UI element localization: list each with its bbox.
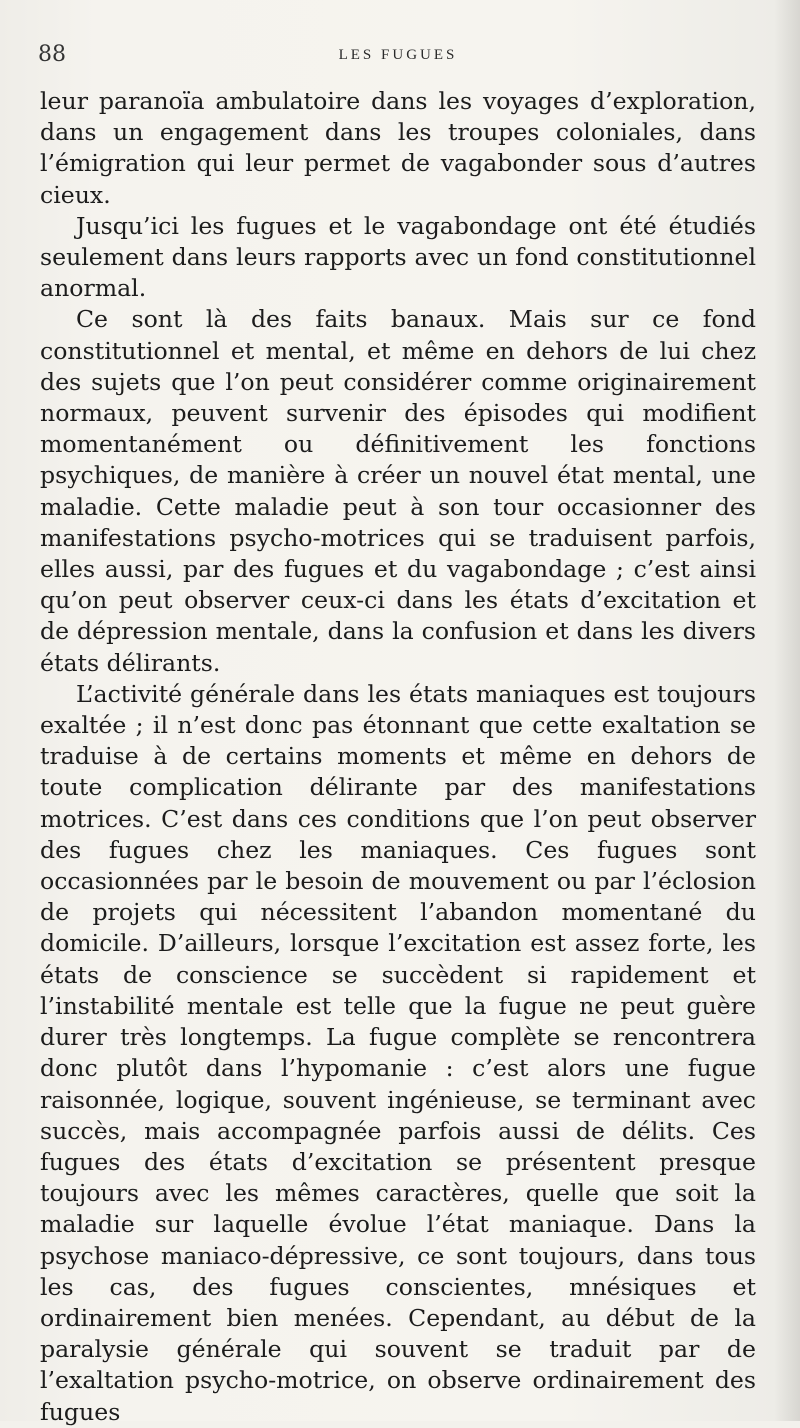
page-number: 88 [38,42,66,67]
paragraph: Ce sont là des faits banaux. Mais sur ce fond constitutionnel et mental, et même en dehors de lui chez des sujets que l’on peut considérer comme originairement normaux, peuvent survenir des épisodes qui modifient momentanément ou définitivement les fonctions psychiques, de manière à créer un nouvel état mental, une maladie. Cette maladie peut à son tour occasionner des manifestations psycho-motrices qui se traduisent parfois, elles aussi, par des fugues et du vagabondage ; c’est ainsi qu’on peut observer ceux-ci dans les états d’excitation et de dépression mentale, dans la confusion et dans les divers états délirants. [40,305,756,677]
page-edge-shadow [774,0,800,1421]
running-title: LES FUGUES [338,47,458,63]
paragraph: Jusqu’ici les fugues et le vagabondage ont été étudiés seulement dans leurs rapports avec un fond constitutionnel anormal. [40,211,756,303]
page-header [38,38,758,72]
paragraph-continuation: leur paranoïa ambulatoire dans les voyages d’exploration, dans un engagement dans les troupes coloniales, dans l’émigration qui leur permet de vagabonder sous d’autres cieux. [40,87,756,209]
page-body [40,86,756,1428]
paragraph: L’activité générale dans les états maniaques est toujours exaltée ; il n’est donc pas étonnant que cette exaltation se traduise à de certains moments et même en dehors de toute complication délirante par des manifestations motrices. C’est dans ces conditions que l’on peut observer des fugues chez les maniaques. Ces fugues sont occasionnées par le besoin de mouvement ou par l’éclosion de projets qui nécessitent l’abandon momentané du domicile. D’ailleurs, lorsque l’excitation est assez forte, les états de conscience se succèdent si rapidement et l’instabilité mentale est telle que la fugue ne peut guère durer très longtemps. La fugue complète se rencontrera donc plutôt dans l’hypomanie : c’est alors une fugue raisonnée, logique, souvent ingénieuse, se terminant avec succès, mais accompagnée parfois aussi de délits. Ces fugues des états d’excitation se présentent presque toujours avec les mêmes caractères, quelle que soit la maladie sur laquelle évolue l’état maniaque. Dans la psychose maniaco-dépressive, ce sont toujours, dans tous les cas, des fugues conscientes, mnésiques et ordinairement bien menées. Cependant, au début de la paralysie générale qui souvent se traduit par de l’exaltation psycho-motrice, on observe ordinairement des fugues [40,679,756,1426]
